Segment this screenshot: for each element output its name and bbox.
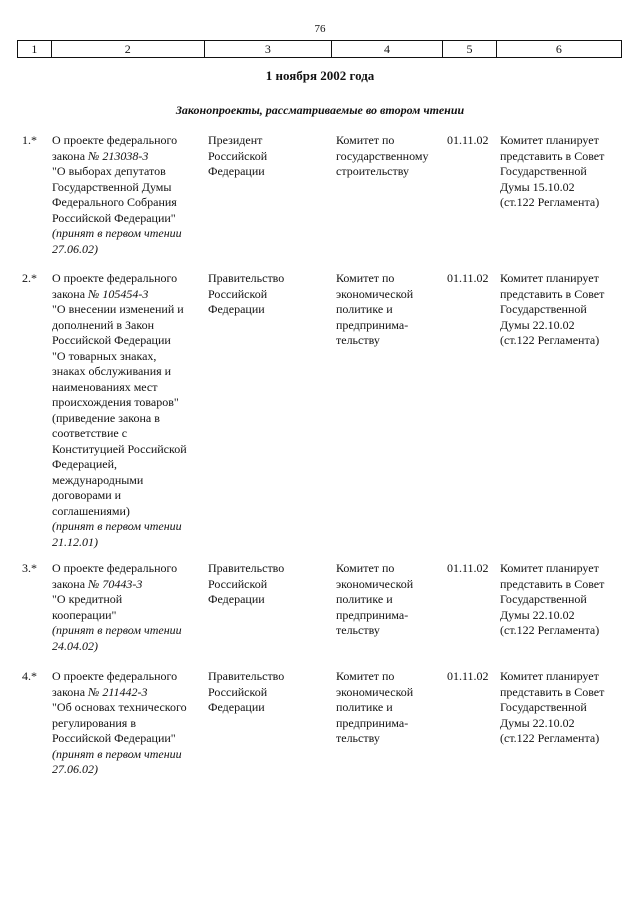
committee-line: политике и — [336, 302, 393, 316]
bill-name-line: Российской Федерации" — [52, 210, 176, 225]
bill-name-line: происхождения товаров" — [52, 395, 179, 409]
bill-law-line — [52, 577, 204, 593]
plan-line: (ст.122 Регламента) — [500, 731, 600, 745]
plan-line: (ст.122 Регламента) — [500, 333, 600, 347]
committee-line: тельству — [336, 623, 380, 637]
author-line: Российской — [208, 148, 268, 163]
committee-line: экономической — [336, 286, 414, 301]
first-reading-note: 27.06.02) — [52, 762, 98, 776]
author-line: Российской — [208, 684, 268, 699]
committee-line: экономической — [336, 576, 414, 591]
plan-line: Государственной — [500, 592, 587, 606]
bill-name-line: Федерацией, — [52, 457, 117, 471]
committee-line: строительству — [336, 164, 409, 178]
author-line: Президент — [208, 133, 263, 147]
bill-title-line: О проекте федерального — [52, 669, 178, 683]
law-prefix: закона — [52, 148, 89, 163]
author-line: Российской — [208, 576, 268, 591]
column-number-row — [17, 40, 622, 58]
law-number: № 105454-3 — [88, 286, 149, 301]
bill-name-line: "О выборах депутатов — [52, 164, 166, 178]
committee-plan — [500, 669, 622, 747]
committee-plan — [500, 561, 622, 639]
bill-law-line — [52, 149, 204, 165]
bill-name-line: регулирования в — [52, 715, 136, 730]
section-heading: Законопроекты, рассматриваемые во втором чтении — [175, 103, 465, 117]
committee-plan — [500, 133, 622, 211]
author-line: Федерации — [208, 592, 265, 606]
column-number-3: 3 — [205, 41, 332, 57]
column-number-2: 2 — [52, 41, 205, 57]
committee-line: Комитет по — [336, 561, 395, 575]
bill-law-line — [52, 287, 204, 303]
plan-line: Думы 15.10.02 — [500, 179, 575, 194]
committee-line: политике и — [336, 592, 393, 606]
plan-line: представить в Совет — [500, 684, 605, 699]
bill-name-line: наименованиях мест — [52, 379, 158, 394]
author-line: Российской — [208, 286, 268, 301]
committee-plan — [500, 271, 622, 349]
bill-name-line: Государственной Думы — [52, 179, 172, 194]
column-number-1: 1 — [18, 41, 52, 57]
bill-author — [208, 271, 332, 318]
author-line: Правительство — [208, 561, 285, 575]
plan-line: представить в Совет — [500, 286, 605, 301]
bill-author — [208, 133, 332, 180]
plan-line: Государственной — [500, 700, 587, 714]
column-number-4: 4 — [332, 41, 443, 57]
first-reading-note: (принят в первом чтении — [52, 519, 182, 533]
committee-line: тельству — [336, 333, 380, 347]
law-number: № 70443-3 — [88, 576, 143, 591]
bill-title-line: О проекте федерального — [52, 133, 178, 147]
committee-line: предпринима- — [336, 715, 409, 730]
plan-line: (ст.122 Регламента) — [500, 623, 600, 637]
bill-name-line: "О кредитной — [52, 592, 123, 606]
committee-line: предпринима- — [336, 607, 409, 622]
bill-name-line: дополнений в Закон — [52, 317, 155, 332]
plan-line: Комитет планирует — [500, 271, 599, 285]
bill-name-line: Федерального Собрания — [52, 195, 177, 209]
bill-name-line: Российской Федерации" — [52, 731, 176, 745]
first-reading-note: 21.12.01) — [52, 534, 98, 549]
bill-name-line: "Об основах технического — [52, 700, 187, 714]
bill-description — [52, 271, 204, 550]
first-reading-note: (принят в первом чтении — [52, 746, 182, 761]
bill-name-line: международными — [52, 472, 144, 487]
committee-line: экономической — [336, 684, 414, 699]
author-line: Правительство — [208, 271, 285, 285]
first-reading-note: 24.04.02) — [52, 638, 98, 653]
bill-name-line: Конституцией Российской — [52, 441, 187, 456]
date-heading: 1 ноября 2002 года — [265, 68, 375, 83]
column-number-6: 6 — [555, 42, 562, 56]
author-line: Правительство — [208, 669, 285, 683]
bill-name-line: "О товарных знаках, — [52, 348, 157, 363]
author-line: Федерации — [208, 302, 265, 316]
plan-line: Комитет планирует — [500, 669, 599, 683]
plan-line: Комитет планирует — [500, 561, 599, 575]
entry-number: 1.* — [22, 133, 37, 147]
bill-name-line: "О внесении изменений и — [52, 302, 184, 316]
bill-name-line: (приведение закона в — [52, 410, 160, 425]
page-number: 76 — [314, 23, 326, 35]
responsible-committee — [336, 271, 444, 349]
responsible-committee — [336, 133, 444, 180]
bill-author — [208, 669, 332, 716]
plan-line: Думы 22.10.02 — [500, 607, 575, 622]
committee-line: предпринима- — [336, 317, 409, 332]
plan-line: представить в Совет — [500, 576, 605, 591]
committee-line: Комитет по — [336, 669, 395, 683]
entry-number: 4.* — [22, 669, 37, 683]
author-line: Федерации — [208, 164, 265, 178]
first-reading-note: 27.06.02) — [52, 241, 98, 256]
committee-line: тельству — [336, 731, 380, 745]
bill-title-line: О проекте федерального — [52, 271, 178, 285]
bill-description — [52, 561, 204, 654]
committee-line: Комитет по — [336, 271, 395, 285]
committee-line: Комитет по — [336, 133, 395, 147]
law-prefix: закона — [52, 576, 89, 591]
review-date: 01.11.02 — [447, 669, 489, 683]
plan-line: представить в Совет — [500, 148, 605, 163]
law-number: № 211442-3 — [88, 684, 148, 699]
bill-law-line — [52, 685, 204, 701]
plan-line: Государственной — [500, 302, 587, 316]
bill-author — [208, 561, 332, 608]
bill-description — [52, 669, 204, 778]
law-prefix: закона — [52, 684, 89, 699]
review-date: 01.11.02 — [447, 133, 489, 147]
entry-number: 2.* — [22, 271, 37, 285]
first-reading-note: (принят в первом чтении — [52, 623, 182, 637]
plan-line: (ст.122 Регламента) — [500, 195, 600, 209]
author-line: Федерации — [208, 700, 265, 714]
bill-name-line: Российской Федерации — [52, 333, 171, 347]
first-reading-note: (принят в первом чтении — [52, 226, 182, 240]
bill-name-line: соглашениями) — [52, 503, 130, 518]
law-prefix: закона — [52, 286, 89, 301]
bill-name-line: соответствие с — [52, 426, 128, 440]
plan-line: Комитет планирует — [500, 133, 599, 147]
plan-line: Думы 22.10.02 — [500, 317, 575, 332]
bill-description — [52, 133, 204, 257]
committee-line: политике и — [336, 700, 393, 714]
review-date: 01.11.02 — [447, 271, 489, 285]
responsible-committee — [336, 669, 444, 747]
bill-name-line: кооперации" — [52, 607, 117, 622]
bill-name-line: договорами и — [52, 488, 122, 502]
committee-line: государственному — [336, 148, 429, 163]
plan-line: Государственной — [500, 164, 587, 178]
column-number-5: 5 — [443, 41, 497, 57]
entry-number: 3.* — [22, 561, 37, 575]
review-date: 01.11.02 — [447, 561, 489, 575]
plan-line: Думы 22.10.02 — [500, 715, 575, 730]
responsible-committee — [336, 561, 444, 639]
bill-name-line: знаках обслуживания и — [52, 364, 172, 378]
bill-title-line: О проекте федерального — [52, 561, 178, 575]
law-number: № 213038-3 — [88, 148, 149, 163]
